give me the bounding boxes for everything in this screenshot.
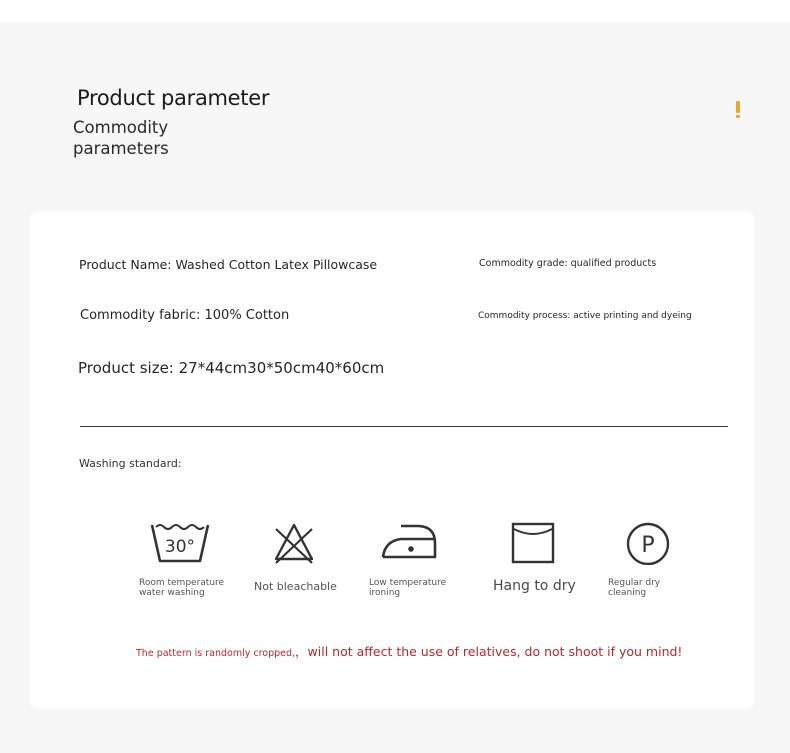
care-label-iron: Low temperature ironing: [369, 578, 447, 598]
section-title: Product parameter: [77, 86, 270, 110]
notice-part-1: The pattern is randomly cropped,: [136, 648, 296, 659]
dry-clean-p-icon: [618, 521, 678, 565]
commodity-fabric: Commodity fabric: 100% Cotton: [80, 308, 290, 323]
notice-text: [136, 641, 682, 660]
commodity-grade: Commodity grade: qualified products: [479, 258, 657, 269]
iron-low-icon: [379, 521, 439, 565]
care-label-wash: Room temperature water washing: [139, 578, 225, 598]
notice-part-2: ，will not affect the use of relatives, do not shoot if you mind!: [295, 644, 683, 659]
commodity-process: Commodity process: active printing and dyeing: [478, 311, 692, 321]
care-label-hang-dry: Hang to dry: [493, 578, 576, 594]
care-label-no-bleach: Not bleachable: [254, 580, 337, 593]
product-name: Product Name: Washed Cotton Latex Pillowcase: [79, 257, 378, 272]
product-size: Product size: 27*44cm30*50cm40*60cm: [78, 359, 385, 377]
hang-dry-icon: [503, 521, 563, 565]
wash-temperature-text: 30°: [164, 537, 196, 557]
care-label-dry-clean: Regular dry cleaning: [608, 578, 661, 598]
washtub-30-icon: [150, 521, 210, 565]
section-subtitle: Commodity parameters: [73, 118, 169, 158]
no-bleach-icon: [264, 521, 324, 565]
dry-clean-letter: P: [641, 533, 655, 558]
parameter-card: [30, 211, 754, 709]
exclamation-icon: [736, 101, 740, 119]
divider: [80, 426, 728, 427]
washing-standard-title: Washing standard:: [79, 457, 182, 470]
top-strip: [0, 0, 790, 22]
